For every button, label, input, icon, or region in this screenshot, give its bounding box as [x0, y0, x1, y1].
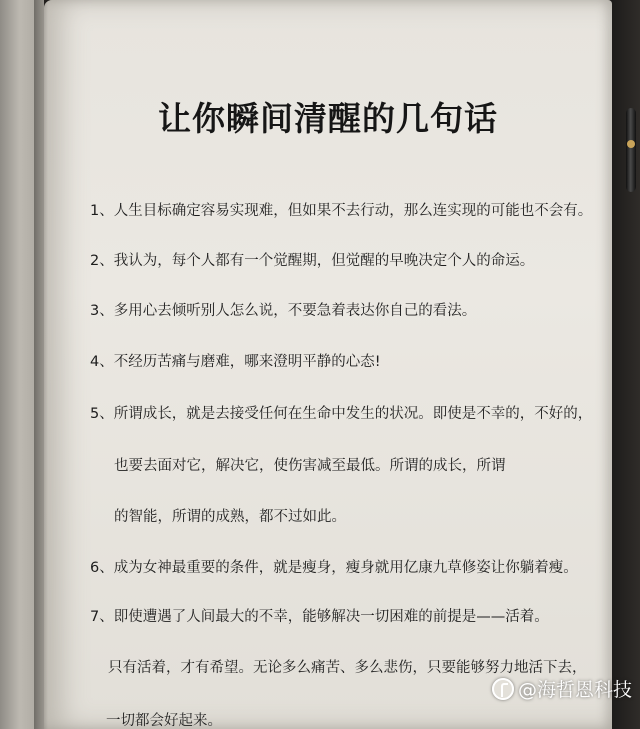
page-gutter-shadow — [34, 0, 48, 729]
text-line: 2、我认为，每个人都有一个觉醒期，但觉醒的早晚决定个人的命运。 — [90, 253, 535, 269]
pen — [626, 108, 636, 192]
text-line: 也要去面对它，解决它，使伤害减至最低。所谓的成长，所谓 — [114, 458, 506, 474]
text-line: 只有活着，才有希望。无论多么痛苦、多么悲伤，只要能够努力地活下去， — [108, 660, 587, 676]
book-page — [44, 0, 612, 729]
text-line: 5、所谓成长，就是去接受任何在生命中发生的状况。即使是不幸的，不好的， — [90, 406, 593, 422]
text-line: 1、人生目标确定容易实现难，但如果不去行动，那么连实现的可能也不会有。 — [90, 203, 593, 219]
pen-band — [627, 140, 635, 148]
text-line: 6、成为女神最重要的条件，就是瘦身，瘦身就用亿康九草修姿让你躺着瘦。 — [90, 560, 578, 576]
platform-logo-icon — [492, 678, 514, 700]
text-line: 4、不经历苦痛与磨难，哪来澄明平静的心态! — [90, 354, 381, 370]
text-line: 3、多用心去倾听别人怎么说，不要急着表达你自己的看法。 — [90, 303, 477, 319]
page-title: 让你瞬间清醒的几句话 — [158, 99, 498, 138]
watermark-text: @海哲恩科技 — [517, 679, 632, 701]
text-line: 一切都会好起来。 — [106, 713, 222, 729]
watermark — [492, 675, 632, 702]
text-line: 7、即使遭遇了人间最大的不幸，能够解决一切困难的前提是——活着。 — [90, 609, 549, 625]
text-line: 的智能，所谓的成熟，都不过如此。 — [114, 509, 346, 525]
